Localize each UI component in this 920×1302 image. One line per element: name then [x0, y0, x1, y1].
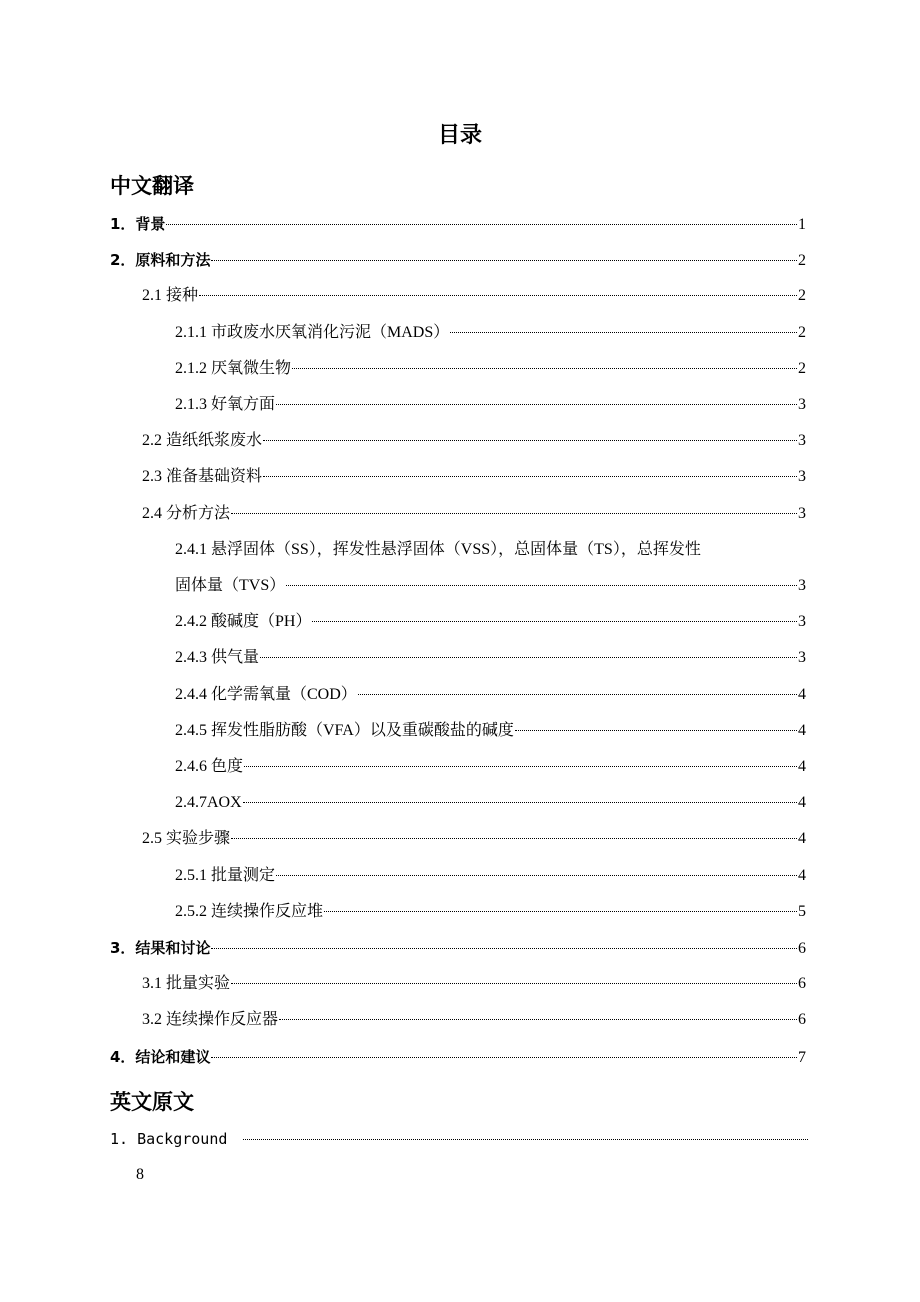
- toc-entry-page: 1: [798, 216, 806, 233]
- toc-entry[interactable]: [175, 757, 806, 777]
- toc-entry[interactable]: [110, 250, 806, 271]
- toc-entry-page: 7: [798, 1048, 806, 1066]
- toc-entry-page: 6: [798, 975, 806, 993]
- toc-entry-label: 2.4.7AOX: [175, 794, 242, 812]
- dot-leader: [231, 838, 797, 839]
- toc-entry-label: 2.4.3 供气量: [175, 649, 260, 667]
- dot-leader: [312, 621, 797, 622]
- dot-leader: [263, 440, 797, 441]
- toc-entry-page: 4: [798, 866, 806, 884]
- toc-entry[interactable]: [142, 467, 806, 487]
- toc-entry[interactable]: [175, 793, 806, 813]
- dot-leader: [211, 948, 797, 949]
- toc-entry-page: 8: [136, 1166, 144, 1183]
- toc-entry-page: 3: [798, 468, 806, 486]
- dot-leader: [199, 295, 797, 296]
- toc-entry[interactable]: [142, 1010, 806, 1030]
- toc-entry-label: 2.4.1 悬浮固体（SS），挥发性悬浮固体（VSS），总固体量（TS），总挥发性: [175, 540, 701, 558]
- toc-entry-label: 2.3 准备基础资料: [142, 468, 263, 486]
- toc-entry-label: 2.5.2 连续操作反应堆: [175, 902, 324, 920]
- dot-leader: [450, 332, 797, 333]
- toc-entry[interactable]: [175, 866, 806, 886]
- toc-entry[interactable]: [142, 431, 806, 451]
- toc-entry-page: 4: [798, 830, 806, 848]
- page-title: 目录: [437, 123, 482, 148]
- toc-entry-page: 4: [798, 794, 806, 812]
- toc-entry[interactable]: [175, 612, 806, 632]
- toc-entry-label: 2.1.3 好氧方面: [175, 396, 276, 413]
- dot-leader: [515, 730, 797, 731]
- toc-entry-page: 2: [798, 323, 806, 341]
- toc-entry[interactable]: [110, 1047, 806, 1068]
- toc-entry-page: 6: [798, 940, 806, 957]
- toc-entry-label: 固体量（TVS）: [175, 577, 286, 594]
- section-heading-english: 英文原文: [110, 1090, 194, 1114]
- toc-entry-page: 3: [798, 577, 806, 594]
- toc-entry-line[interactable]: [175, 540, 806, 560]
- toc-entry-label: 1．背景: [110, 215, 166, 233]
- dot-leader: [324, 911, 797, 912]
- toc-entry[interactable]: [142, 974, 806, 994]
- toc-entry-page: 4: [798, 685, 806, 703]
- toc-entry[interactable]: [175, 902, 806, 922]
- dot-leader: [231, 513, 797, 514]
- toc-entry-label: 2.5 实验步骤: [142, 830, 231, 848]
- toc-entry[interactable]: [175, 648, 806, 668]
- toc-entry-label: 2.1 接种: [142, 287, 199, 305]
- toc-entry-label: 2.4.5 挥发性脂肪酸（VFA）以及重碳酸盐的碱度: [175, 721, 514, 739]
- dot-leader: [231, 983, 797, 984]
- toc-entry-page: 3: [798, 504, 806, 522]
- dot-leader: [279, 1019, 797, 1020]
- toc-entry-page: 6: [798, 1011, 806, 1029]
- toc-entry[interactable]: [175, 323, 806, 343]
- toc-entry-label: 3.2 连续操作反应器: [142, 1011, 279, 1029]
- toc-entry-page: 3: [798, 432, 806, 450]
- toc-entry[interactable]: [142, 286, 806, 306]
- dot-leader: [211, 260, 797, 261]
- dot-leader: [276, 875, 797, 876]
- dot-leader: [263, 476, 797, 477]
- toc-entry-page: 3: [798, 649, 806, 667]
- dot-leader: [358, 694, 797, 695]
- dot-leader: [166, 224, 797, 225]
- dot-leader: [286, 585, 797, 586]
- toc-entry-page: 4: [798, 758, 806, 775]
- toc-entry-label: 3.1 批量实验: [142, 975, 231, 993]
- dot-leader: [211, 1057, 797, 1058]
- toc-entry-label: 2.4.6 色度: [175, 758, 244, 775]
- toc-entry[interactable]: [110, 214, 806, 235]
- toc-entry-label: 3．结果和讨论: [110, 939, 211, 957]
- toc-entry-english[interactable]: [110, 1130, 808, 1148]
- toc-entry[interactable]: [110, 938, 806, 959]
- toc-entry[interactable]: [175, 685, 806, 705]
- toc-entry-label: 2.2 造纸纸浆废水: [142, 432, 263, 450]
- toc-entry-label: 2.1.1 市政废水厌氧消化污泥（MADS）: [175, 323, 450, 341]
- toc-entry[interactable]: [175, 721, 806, 741]
- toc-entry-page: 5: [798, 902, 806, 920]
- toc-entry-page: 3: [798, 396, 806, 413]
- toc-entry-label: 2.4.4 化学需氧量（COD）: [175, 685, 357, 703]
- section-heading-chinese: 中文翻译: [110, 174, 194, 198]
- toc-entry[interactable]: [175, 359, 806, 379]
- dot-leader: [244, 766, 797, 767]
- dot-leader: [292, 368, 797, 369]
- toc-entry-page: 2: [798, 287, 806, 305]
- toc-entry-label: 2.4 分析方法: [142, 504, 231, 522]
- toc-entry-label: 2.1.2 厌氧微生物: [175, 359, 292, 377]
- toc-entry-page: 3: [798, 613, 806, 631]
- toc-entry[interactable]: [175, 576, 806, 596]
- toc-entry-page: 2: [798, 252, 806, 270]
- toc-entry[interactable]: [142, 829, 806, 849]
- dot-leader: [276, 404, 797, 405]
- toc-entry[interactable]: [175, 395, 806, 415]
- toc-entry-label: 2.4.2 酸碱度（PH）: [175, 613, 312, 631]
- toc-entry[interactable]: [142, 504, 806, 524]
- toc-entry-page: 4: [798, 721, 806, 739]
- toc-entry-label: 2.5.1 批量测定: [175, 866, 276, 884]
- dot-leader: [243, 1139, 808, 1140]
- toc-entry-label: 2．原料和方法: [110, 251, 211, 270]
- toc-entry-page: 2: [798, 359, 806, 377]
- toc-entry-label: 4．结论和建议: [110, 1047, 211, 1066]
- toc-entry-label: 1. Background: [110, 1130, 228, 1148]
- dot-leader: [260, 657, 797, 658]
- dot-leader: [243, 802, 797, 803]
